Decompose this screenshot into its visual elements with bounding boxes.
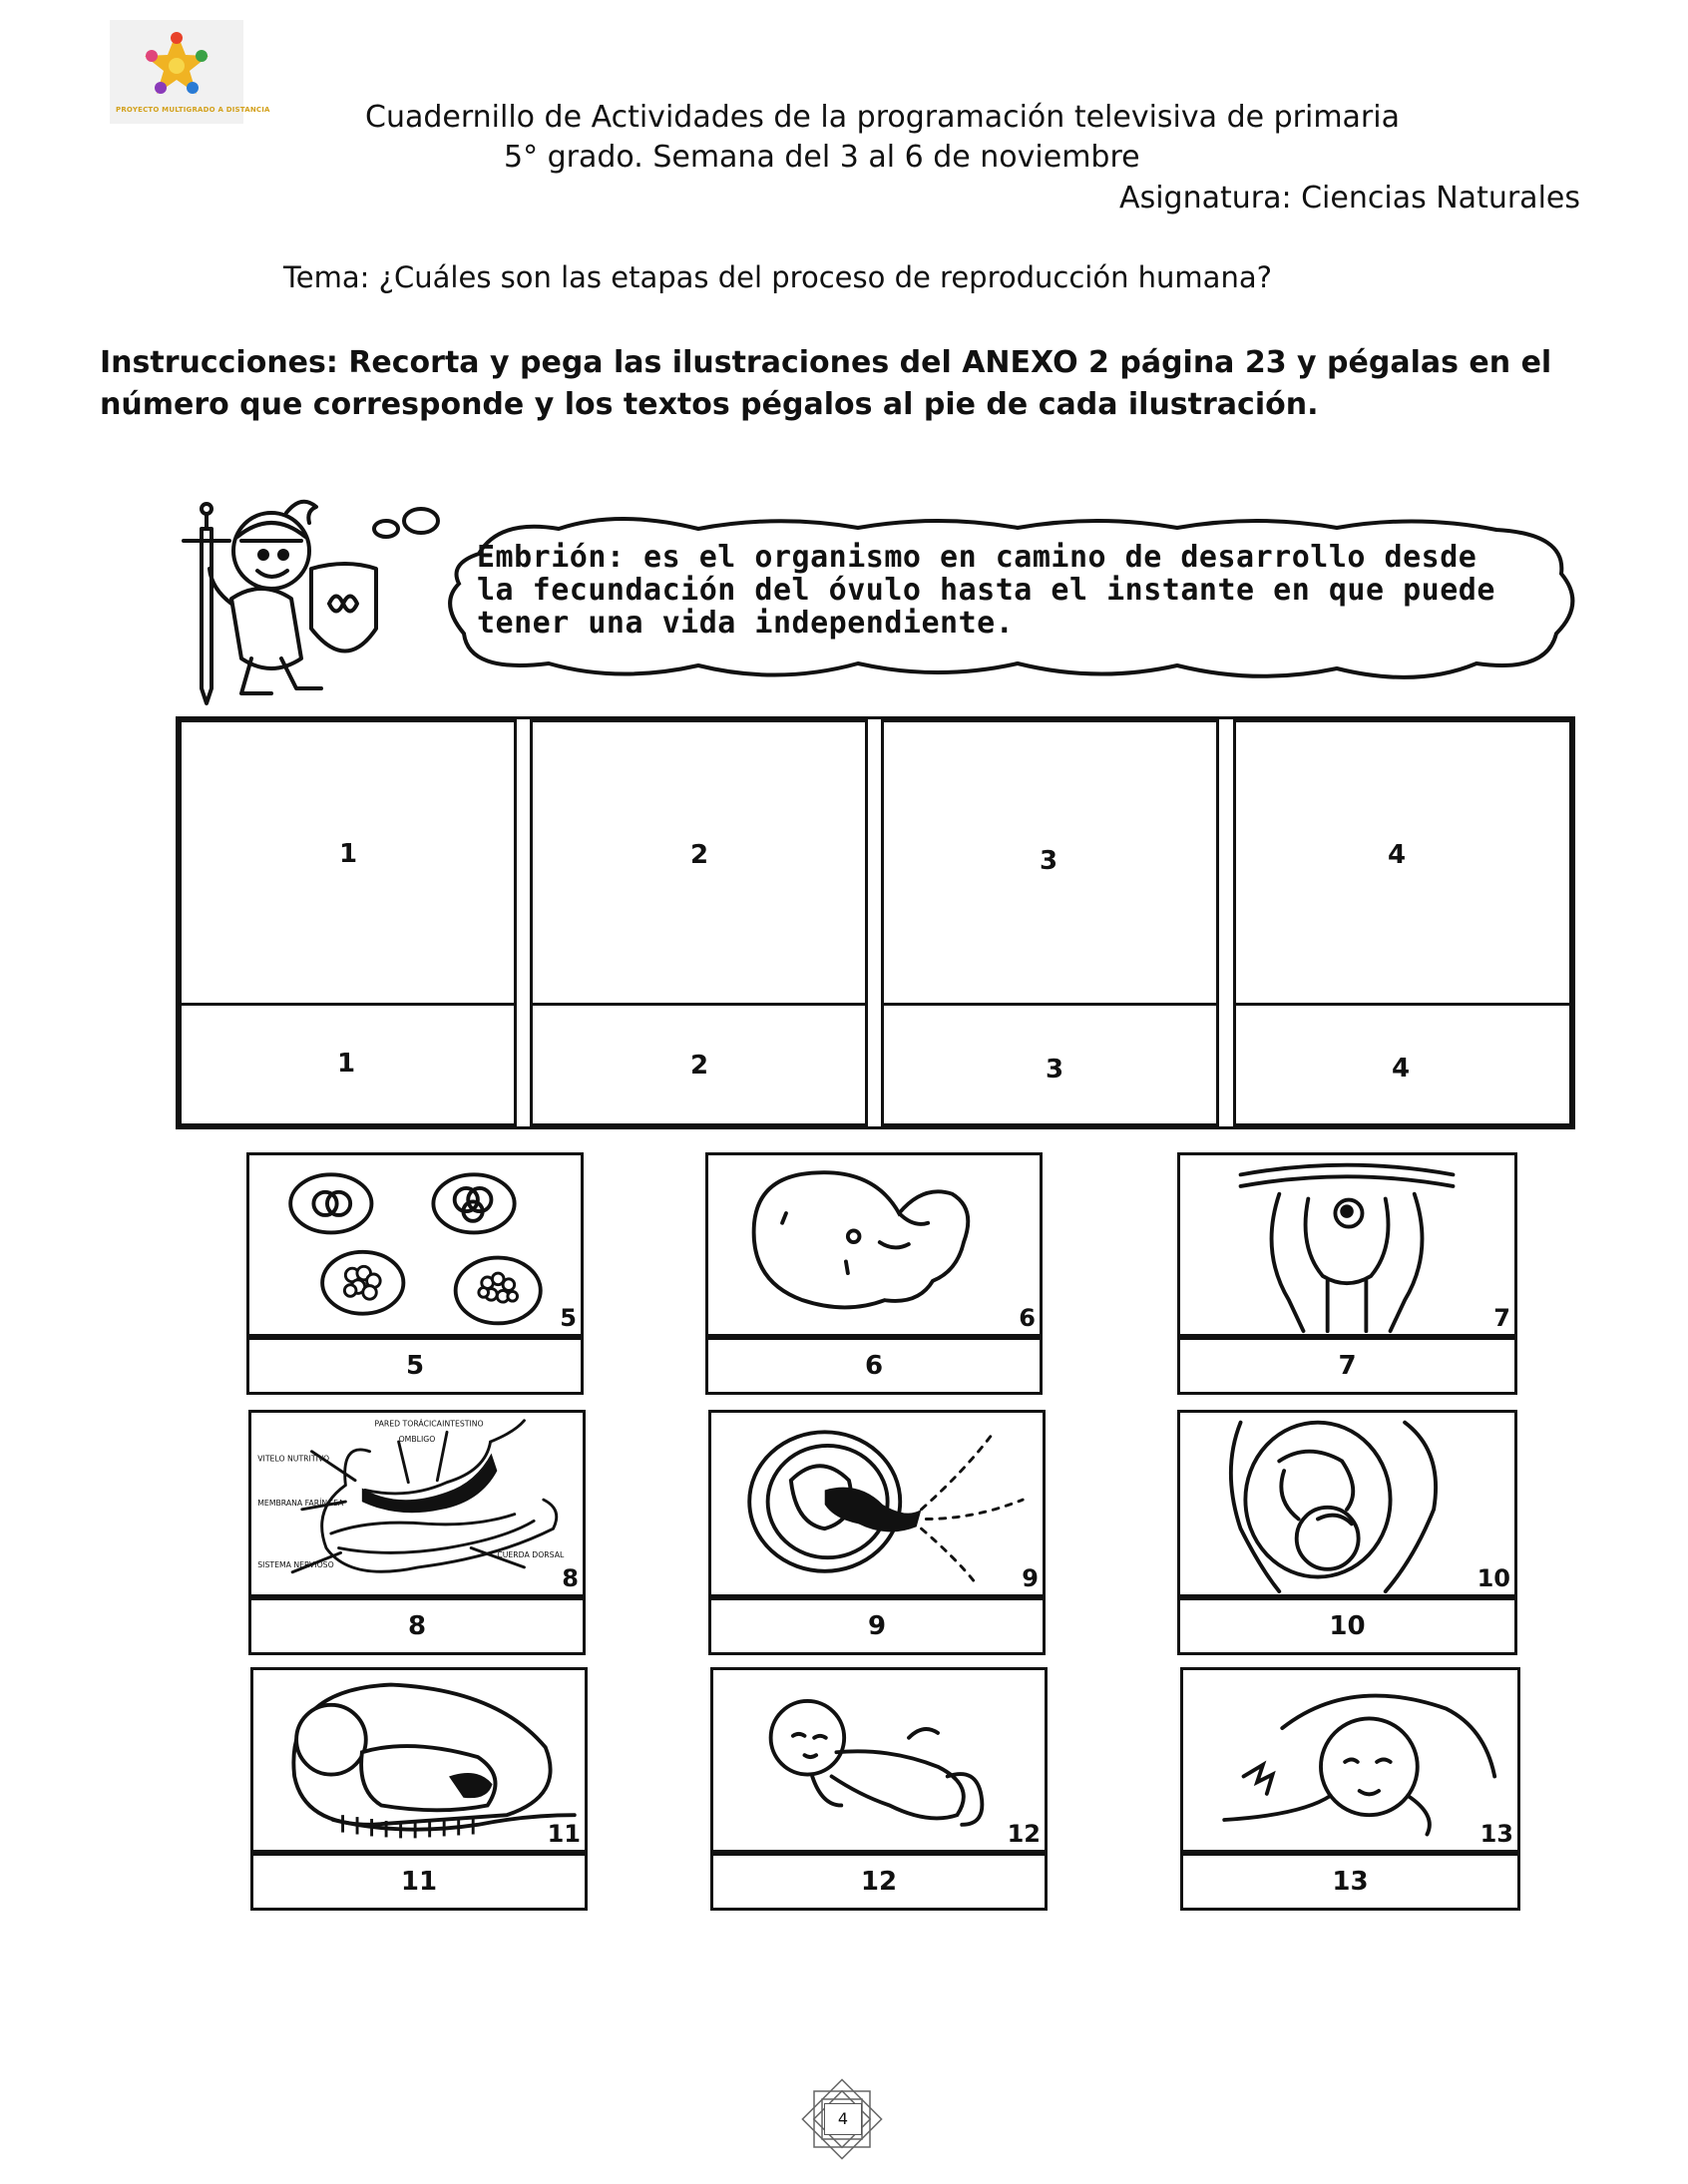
definition-line-3: tener una vida independiente. [477, 606, 1015, 641]
diagram-label-cuerda: CUERDA DORSAL [497, 1550, 565, 1560]
definition-line-2: la fecundación del óvulo hasta el instante en que puede [477, 573, 1495, 608]
grid-number-top-2: 2 [689, 840, 709, 870]
illustration-card-5 [246, 1152, 584, 1395]
card-label-7: 7 [1177, 1337, 1517, 1395]
illustration-7 [1177, 1152, 1517, 1337]
card-label-11: 11 [250, 1853, 588, 1911]
card-label-10: 10 [1177, 1597, 1517, 1655]
diagram-label-membrana: MEMBRANA FARÍNGEA [257, 1498, 344, 1508]
grid-number-top-3: 3 [1039, 846, 1058, 876]
grid-number-top-1: 1 [338, 839, 358, 869]
fetus-in-womb-icon [1180, 1413, 1514, 1594]
knight-icon [172, 489, 461, 710]
illustration-8 [248, 1410, 586, 1597]
illustration-13 [1180, 1667, 1520, 1853]
fetus-umbilical-icon [253, 1670, 585, 1850]
illustration-number-7: 7 [1493, 1304, 1510, 1332]
card-label-13: 13 [1180, 1853, 1520, 1911]
card-label-6: 6 [705, 1337, 1043, 1395]
illustration-10 [1177, 1410, 1517, 1597]
diagram-label-vitelo: VITELO NUTRITIVO [257, 1454, 330, 1464]
definition-line-1: Embrión: es el organismo en camino de desarrollo desde [477, 540, 1477, 575]
card-label-9: 9 [708, 1597, 1046, 1655]
baby-icon [1183, 1670, 1517, 1850]
header-title: Cuadernillo de Actividades de la programación televisiva de primaria [365, 100, 1400, 135]
illustration-11 [250, 1667, 588, 1853]
header-grade-week: 5° grado. Semana del 3 al 6 de noviembre [504, 140, 1140, 175]
grid-number-bottom-4: 4 [1391, 1054, 1411, 1084]
illustration-card-12 [710, 1667, 1048, 1911]
topic-heading: Tema: ¿Cuáles son las etapas del proceso de reproducción humana? [283, 260, 1272, 294]
paste-grid [176, 716, 1575, 1129]
logo [110, 20, 270, 124]
grid-number-top-4: 4 [1387, 840, 1407, 870]
illustration-12 [710, 1667, 1048, 1853]
illustration-number-12: 12 [1007, 1820, 1041, 1848]
diagram-label-intestino: INTESTINO [442, 1419, 484, 1429]
newborn-icon [713, 1670, 1045, 1850]
illustration-number-8: 8 [562, 1564, 579, 1592]
illustration-number-9: 9 [1022, 1564, 1039, 1592]
amniotic-sac-icon [711, 1413, 1043, 1594]
card-label-8: 8 [248, 1597, 586, 1655]
instructions: Instrucciones: Recorta y pega las ilustraciones del ANEXO 2 página 23 y pégalas en el número que corresponde y los textos pégalos al pie de cada ilustración. [100, 345, 1552, 422]
grid-number-bottom-2: 2 [689, 1051, 709, 1081]
illustration-number-10: 10 [1477, 1564, 1510, 1592]
card-label-5: 5 [246, 1337, 584, 1395]
illustration-card-8 [248, 1410, 586, 1655]
illustration-5 [246, 1152, 584, 1337]
diagram-label-ombligo: OMBLIGO [398, 1435, 436, 1445]
illustration-card-13 [1180, 1667, 1520, 1911]
illustration-9 [708, 1410, 1046, 1597]
card-label-12: 12 [710, 1853, 1048, 1911]
grid-number-bottom-1: 1 [336, 1049, 356, 1079]
illustration-6 [705, 1152, 1043, 1337]
illustration-number-13: 13 [1479, 1820, 1513, 1848]
illustration-number-6: 6 [1019, 1304, 1036, 1332]
diagram-label-sistema: SISTEMA NERVIOSO [257, 1559, 334, 1569]
illustration-number-5: 5 [560, 1304, 577, 1332]
embryo-definition [477, 541, 1564, 640]
illustration-card-7 [1177, 1152, 1517, 1395]
page-number: 4 [824, 2103, 862, 2135]
embryo-diagram-icon [251, 1413, 583, 1594]
illustration-card-11 [250, 1667, 588, 1911]
illustration-number-11: 11 [547, 1820, 581, 1848]
implantation-icon [1180, 1155, 1514, 1334]
illustration-card-9 [708, 1410, 1046, 1655]
illustration-card-6 [705, 1152, 1043, 1395]
embryo-icon [708, 1155, 1040, 1334]
header-subject: Asignatura: Ciencias Naturales [1119, 181, 1580, 216]
cell-division-icon [249, 1155, 581, 1334]
grid-number-bottom-3: 3 [1045, 1055, 1064, 1085]
logo-caption: PROYECTO MULTIGRADO A DISTANCIA [116, 106, 270, 114]
diagram-label-pared: PARED TORÁCICA [374, 1419, 442, 1429]
illustration-card-10 [1177, 1410, 1517, 1655]
